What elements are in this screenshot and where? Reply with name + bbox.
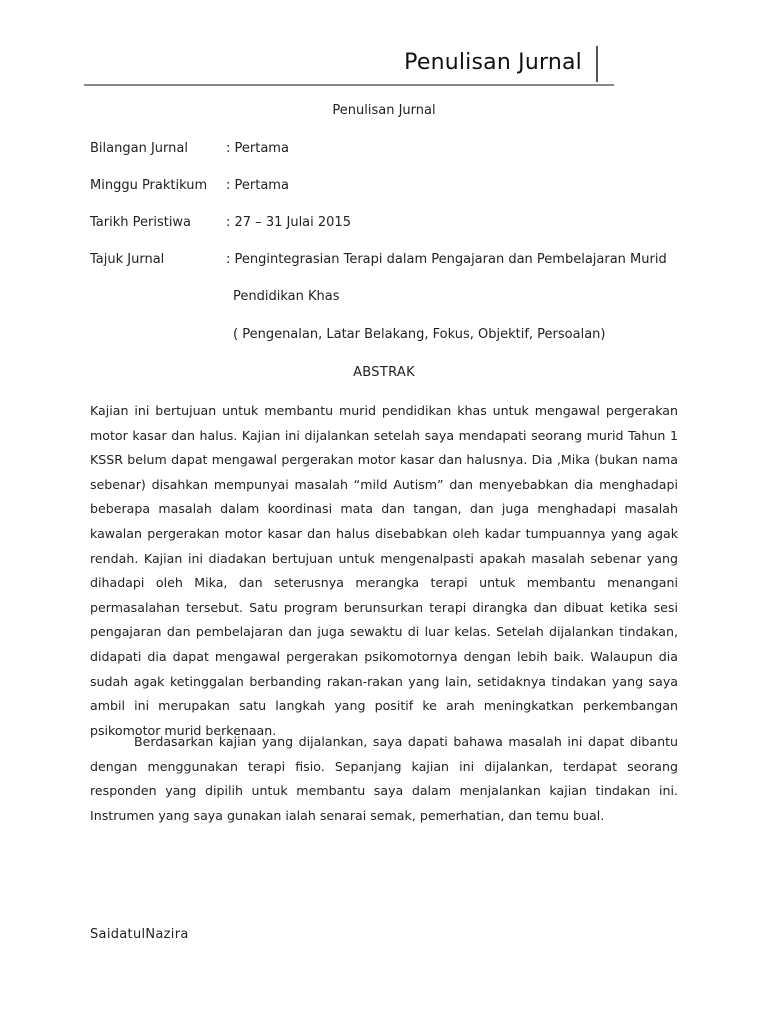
title-continuation-subtopics: ( Pengenalan, Latar Belakang, Fokus, Objektif, Persoalan) — [233, 327, 606, 342]
meta-row-minggu — [90, 178, 289, 193]
meta-label: Tarikh Peristiwa — [90, 215, 192, 230]
author-name: SaidatulNazira — [90, 927, 189, 942]
abstract-paragraph-1: Kajian ini bertujuan untuk membantu murid pendidikan khas untuk mengawal pergerakan motor kasar dan halus. Kajian ini dijalankan setelah saya mendapati seorang murid Tahun 1 KSSR belum dapat mengawal pergerakan motor kasar dan halusnya. Dia ,Mika (bukan nama sebenar) disahkan mempunyai masalah “mild Autism” dan menyebabkan dia menghadapi beberapa masalah dalam koordinasi mata dan tangan, dan juga menghadapi masalah kawalan pergerakan motor kasar dan halus disebabkan oleh kadar tumpuannya yang agak rendah. Kajian ini diadakan bertujuan untuk mengenalpasti apakah masalah sebenar yang dihadapi oleh Mika, dan seterusnya merangka terapi untuk membantu menangani permasalahan tersebut. Satu program berunsurkan terapi dirangka dan dibuat ketika sesi pengajaran dan pembelajaran dan juga sewaktu di luar kelas. Setelah dijalankan tindakan, didapati dia dapat mengawal pergerakan psikomotornya dengan lebih baik. Walaupun dia sudah agak ketinggalan berbanding rakan-rakan yang lain, setidaknya tindakan yang saya ambil ini merupakan satu langkah yang positif ke arah meningkatkan perkembangan psikomotor murid berkenaan. — [90, 403, 678, 738]
meta-row-tarikh — [90, 215, 351, 230]
meta-value: : Pertama — [226, 141, 289, 156]
header-rule — [84, 84, 614, 86]
meta-value: : 27 – 31 Julai 2015 — [226, 215, 351, 230]
meta-label: Bilangan Jurnal — [90, 141, 188, 156]
header-title: Penulisan Jurnal — [404, 50, 582, 75]
title-continuation: Pendidikan Khas — [233, 289, 340, 304]
abstract-heading: ABSTRAK — [353, 365, 415, 380]
meta-value: : Pengintegrasian Terapi dalam Pengajaran dan Pembelajaran Murid — [226, 252, 667, 267]
meta-row-tajuk — [90, 252, 667, 267]
document-title: Penulisan Jurnal — [332, 103, 436, 118]
abstract-paragraph-2: Berdasarkan kajian yang dijalankan, saya dapati bahawa masalah ini dapat dibantu dengan menggunakan terapi fisio. Sepanjang kajian ini dijalankan, terdapat seorang responden yang dipilih untuk membantu saya dalam menjalankan kajian tindakan ini. Instrumen yang saya gunakan ialah senarai semak, pemerhatian, dan temu bual. — [90, 734, 678, 823]
header-divider-vertical — [596, 46, 598, 82]
meta-label: Minggu Praktikum — [90, 178, 208, 193]
meta-row-bilangan — [90, 141, 289, 156]
meta-value: : Pertama — [226, 178, 289, 193]
meta-label: Tajuk Jurnal — [90, 252, 165, 267]
